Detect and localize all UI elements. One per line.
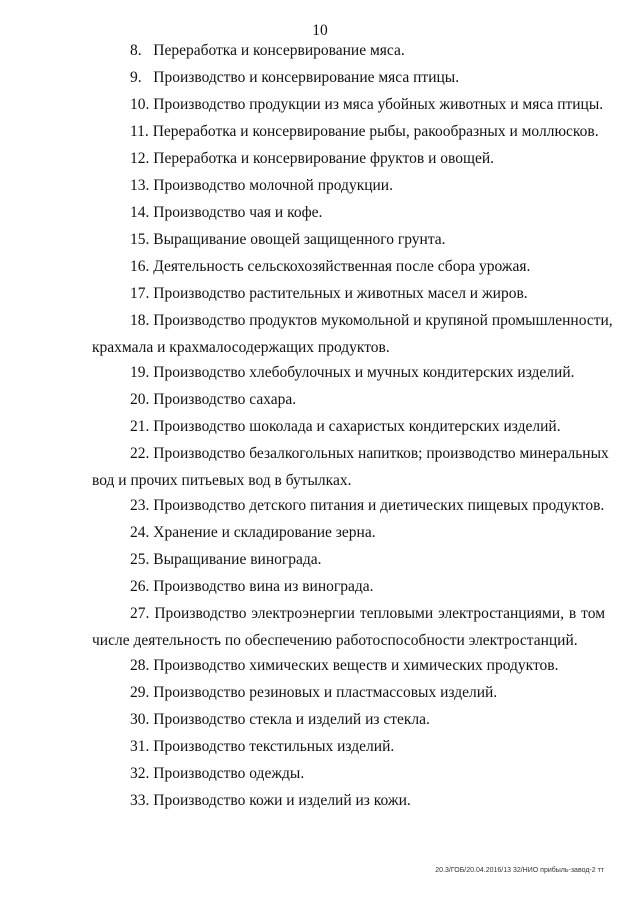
list-item-number: 26. bbox=[130, 578, 150, 595]
list-item-number: 29. bbox=[130, 684, 150, 701]
list-item-text bbox=[130, 360, 605, 387]
list-item-text bbox=[130, 200, 605, 227]
list-item-text bbox=[130, 761, 605, 788]
list-item-label: Производство хлебобулочных и мучных кондитерских изделий. bbox=[153, 364, 575, 381]
list-item-number: 13. bbox=[130, 177, 150, 194]
list-item-text bbox=[130, 574, 605, 601]
list-item-text bbox=[130, 707, 605, 734]
list-item-text bbox=[130, 441, 609, 468]
list-item-label: Переработка и консервирование фруктов и овощей. bbox=[153, 150, 494, 167]
list-item-label: Производство одежды. bbox=[153, 765, 305, 782]
list-item-label: Выращивание винограда. bbox=[153, 551, 322, 568]
list-item-label: Производство продукции из мяса убойных животных и мяса птицы. bbox=[153, 96, 604, 113]
list-item-text bbox=[130, 734, 605, 761]
list-item-number: 24. bbox=[130, 524, 150, 541]
list-item-label: Производство кожи и изделий из кожи. bbox=[153, 792, 411, 809]
list-item-continuation: вод и прочих питьевых вод в бутылках. bbox=[92, 472, 352, 489]
list-item-number: 28. bbox=[130, 657, 150, 674]
list-item-number: 27. bbox=[130, 605, 150, 622]
list-item-text bbox=[130, 173, 605, 200]
list-item-label: Производство чая и кофе. bbox=[153, 204, 323, 221]
list-item-text bbox=[130, 38, 605, 65]
list-item-number: 17. bbox=[130, 285, 150, 302]
list-item-label: Деятельность сельскохозяйственная после сбора урожая. bbox=[153, 258, 531, 275]
list-item-label: Производство вина из винограда. bbox=[153, 578, 374, 595]
list-item-text bbox=[130, 601, 605, 628]
list-item-label: Производство электроэнергии тепловыми электростанциями, в том bbox=[154, 605, 605, 622]
list-item-text bbox=[130, 281, 605, 308]
list-item-label: Производство резиновых и пластмассовых изделий. bbox=[153, 684, 498, 701]
list-item-text bbox=[130, 65, 605, 92]
list-item-label: Производство шоколада и сахаристых кондитерских изделий. bbox=[153, 418, 561, 435]
list-item-label: Производство и консервирование мяса птицы. bbox=[153, 69, 460, 86]
list-item-number: 21. bbox=[130, 418, 150, 435]
list-item-number: 16. bbox=[130, 258, 150, 275]
list-item-label: Производство текстильных изделий. bbox=[153, 738, 395, 755]
list-item-label: Производство химических веществ и химических продуктов. bbox=[153, 657, 559, 674]
list-item-number: 20. bbox=[130, 391, 150, 408]
list-item-text bbox=[130, 227, 605, 254]
list-item-text bbox=[130, 520, 605, 547]
list-item-label: Производство безалкогольных напитков; производство минеральных bbox=[153, 445, 609, 462]
list-item-text bbox=[130, 414, 605, 441]
list-item-text bbox=[130, 493, 605, 520]
list-item-number: 33. bbox=[130, 792, 150, 809]
list-item-continuation: числе деятельность по обеспечению работоспособности электростанций. bbox=[92, 632, 578, 649]
list-item-number: 31. bbox=[130, 738, 150, 755]
page-number: 10 bbox=[312, 22, 328, 39]
list-item-number: 18. bbox=[130, 312, 150, 329]
list-item-continuation: крахмала и крахмалосодержащих продуктов. bbox=[92, 339, 390, 356]
list-item-label: Производство сахара. bbox=[153, 391, 297, 408]
list-item-number: 11. bbox=[130, 123, 149, 140]
list-item-text bbox=[130, 92, 605, 119]
list-item-label: Выращивание овощей защищенного грунта. bbox=[153, 231, 446, 248]
list-item-number: 9. bbox=[130, 69, 142, 86]
list-item-number: 12. bbox=[130, 150, 150, 167]
list-item-label: Переработка и консервирование мяса. bbox=[153, 42, 405, 59]
list-item-number: 8. bbox=[130, 42, 142, 59]
list-item-label: Производство молочной продукции. bbox=[153, 177, 393, 194]
list-item-number: 15. bbox=[130, 231, 150, 248]
list-item-number: 25. bbox=[130, 551, 150, 568]
list-item-number: 22. bbox=[130, 445, 150, 462]
list-item-text bbox=[130, 308, 613, 335]
list-item-text bbox=[130, 653, 605, 680]
list-item-number: 30. bbox=[130, 711, 150, 728]
list-item-text bbox=[130, 119, 605, 146]
list-item-text bbox=[130, 254, 605, 281]
list-item-label: Переработка и консервирование рыбы, ракообразных и моллюсков. bbox=[152, 123, 599, 140]
list-item-label: Производство растительных и животных масел и жиров. bbox=[153, 285, 528, 302]
list-item-label: Производство детского питания и диетических пищевых продуктов. bbox=[153, 497, 605, 514]
list-item-text bbox=[130, 547, 605, 574]
list-item-number: 19. bbox=[130, 364, 150, 381]
list-item-label: Производство стекла и изделий из стекла. bbox=[153, 711, 430, 728]
list-item-text bbox=[130, 146, 605, 173]
list-item-label: Хранение и складирование зерна. bbox=[153, 524, 376, 541]
list-item-label: Производство продуктов мукомольной и крупяной промышленности, bbox=[153, 312, 613, 329]
list-item-text bbox=[130, 387, 605, 414]
list-item-number: 32. bbox=[130, 765, 150, 782]
list-item-text bbox=[130, 788, 605, 815]
list-item-number: 10. bbox=[130, 96, 150, 113]
list-item-number: 14. bbox=[130, 204, 150, 221]
list-item-text bbox=[130, 680, 605, 707]
document-code: 20.3/ГОБ/20.04.2016/13 32/НИО прибыль-завод-2 тт bbox=[435, 867, 604, 874]
list-item-number: 23. bbox=[130, 497, 150, 514]
